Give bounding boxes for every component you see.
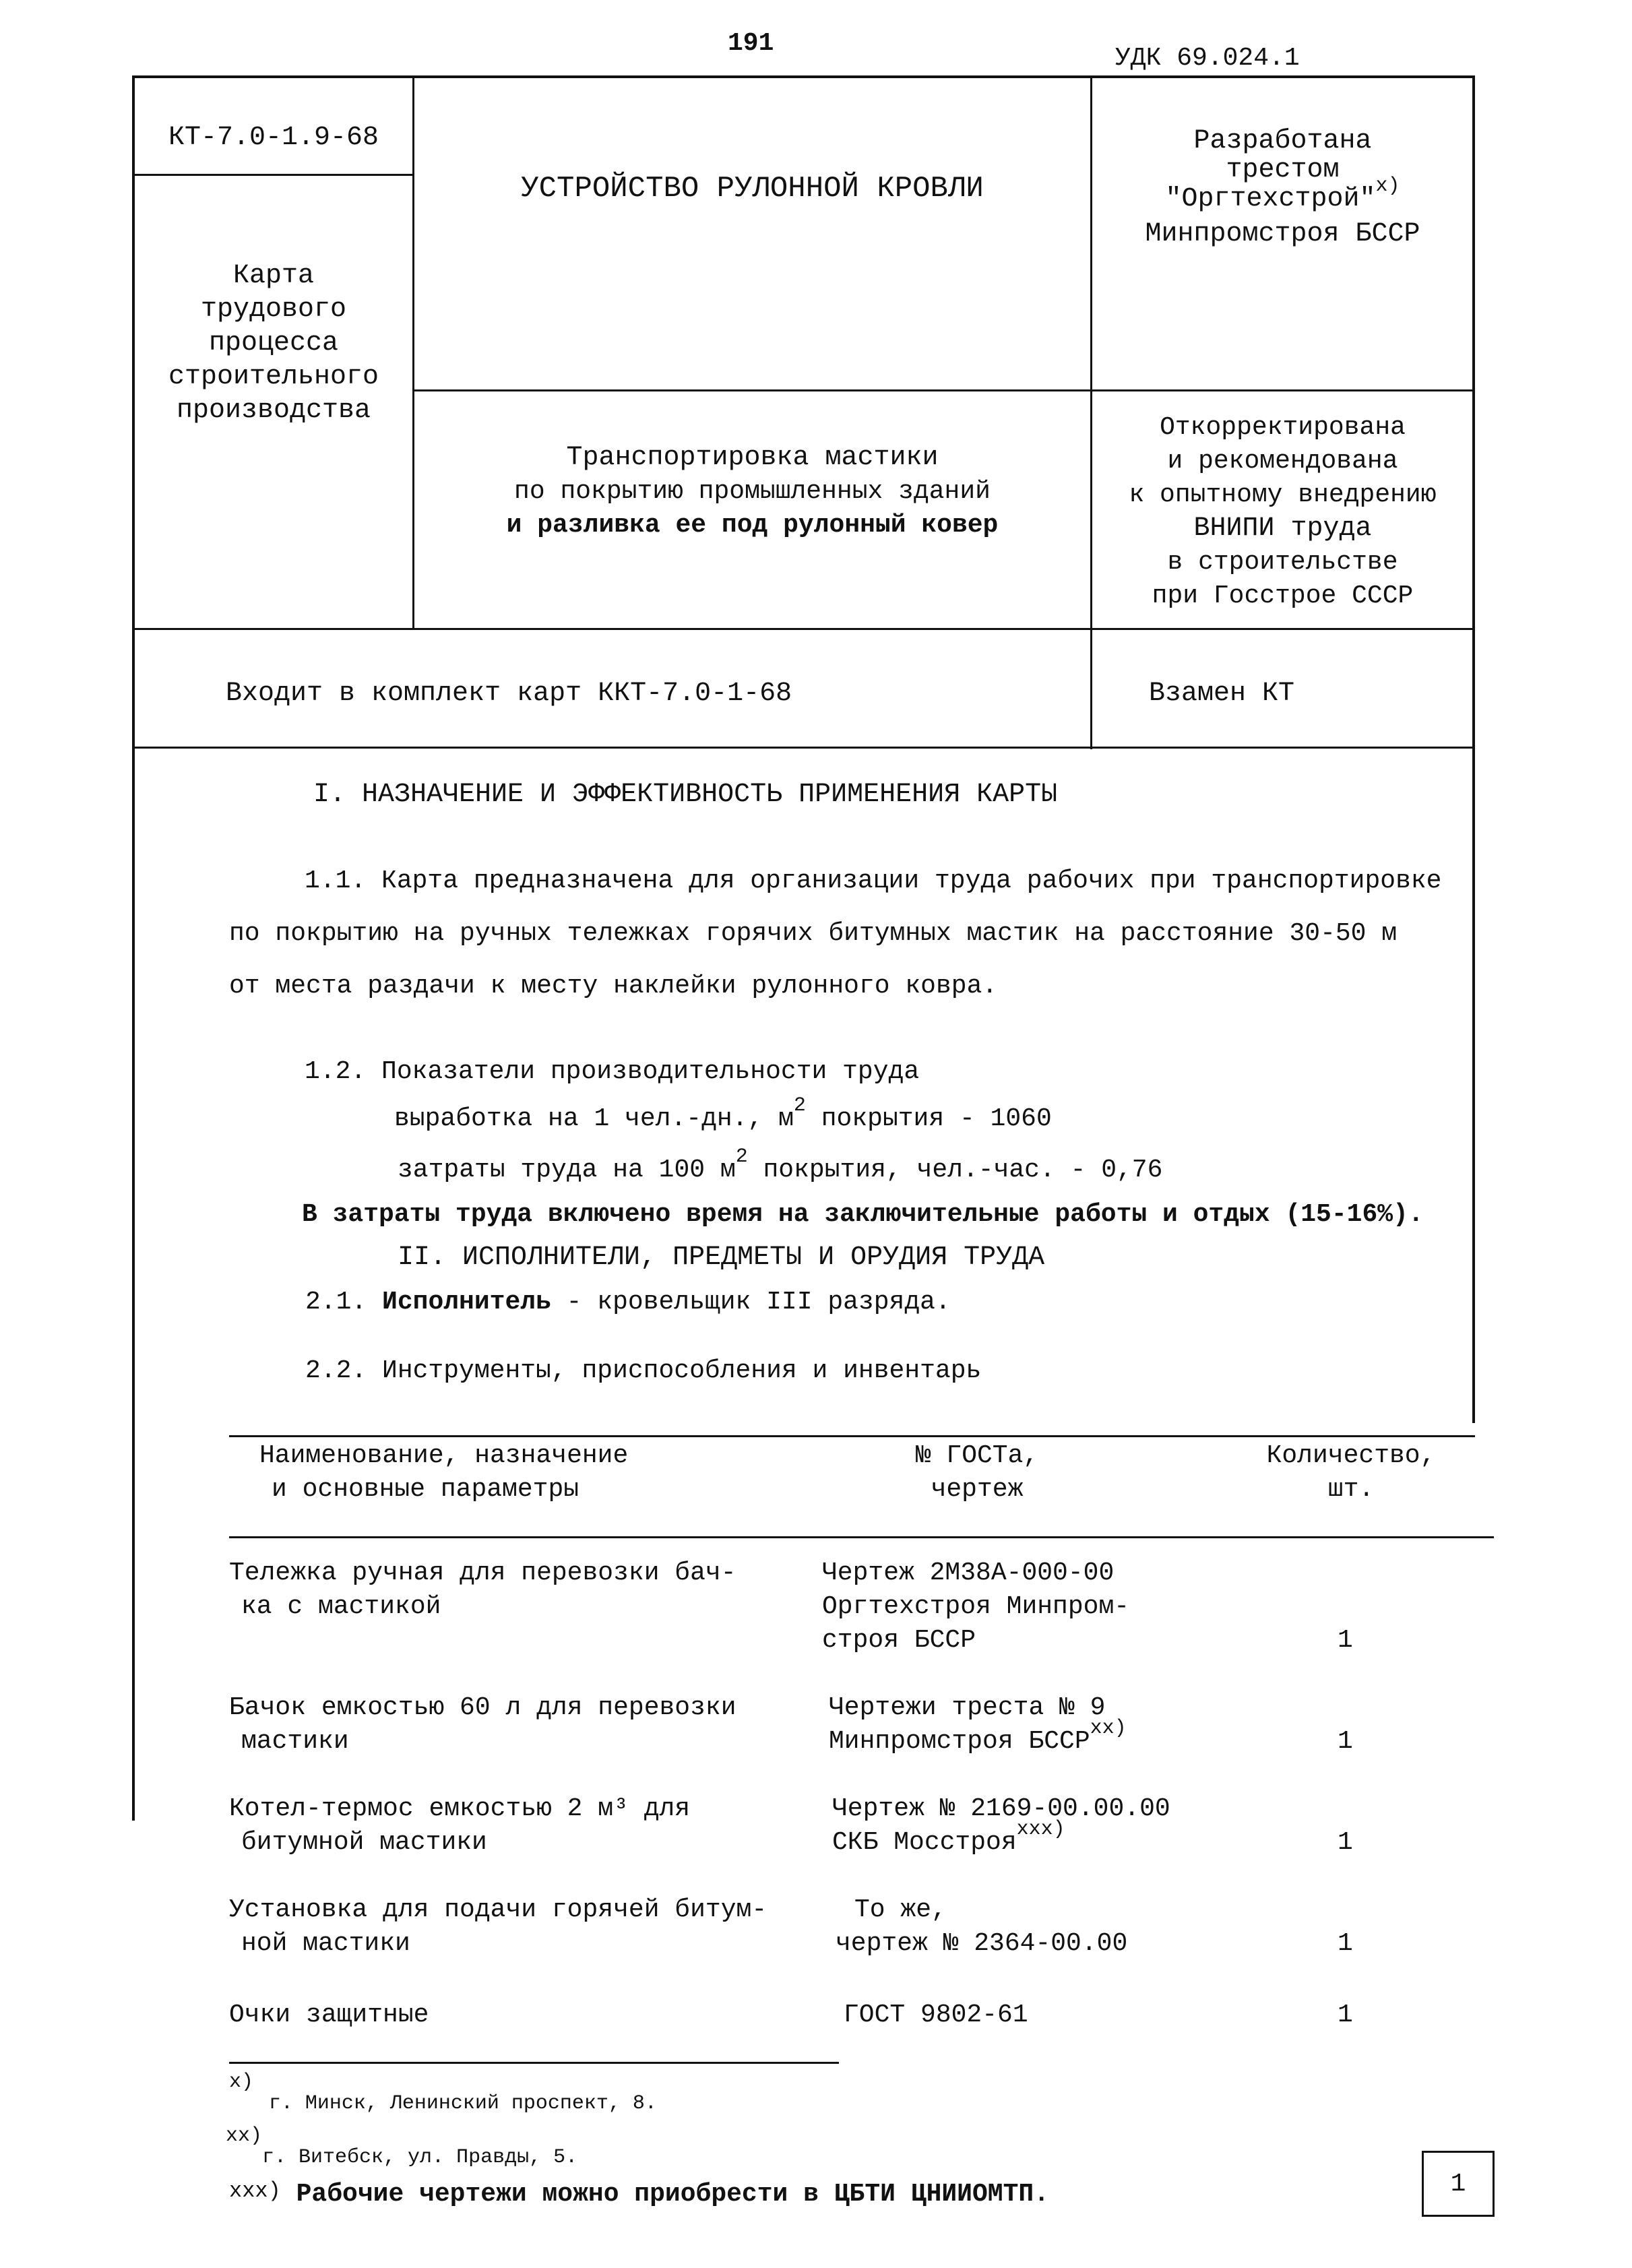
corrected-line: ВНИПИ труда <box>1193 513 1372 544</box>
corrected-line: в строительстве <box>1167 548 1398 577</box>
row-doc-line: Чертеж 2М38А-000-00 <box>822 1558 1115 1587</box>
row-doc-line: Чертеж № 2169-00.00.00 <box>832 1794 1170 1823</box>
row-name-line: ной мастики <box>241 1929 410 1958</box>
row-name <box>229 1691 736 1759</box>
row-name-line: Тележка ручная для перевозки бач- <box>229 1558 736 1587</box>
header-line: Наименование, назначение <box>259 1441 629 1470</box>
footnote-text: г. Витебск, ул. Правды, 5. <box>262 2146 578 2169</box>
footnote-separator <box>229 2062 839 2064</box>
footnote-mark: хх) <box>226 2124 263 2147</box>
card-code: КТ-7.0-1.9-68 <box>168 123 379 153</box>
row-qty: 1 <box>1338 1727 1353 1756</box>
row-qty: 1 <box>1338 1929 1353 1958</box>
footer-page-box <box>1422 2151 1495 2217</box>
table-top-line <box>229 1435 1475 1437</box>
row-name-line: Котел-термос емкостью 2 м³ для <box>229 1794 691 1823</box>
developed-line: трестом <box>1226 155 1340 185</box>
frame-divider-v1 <box>412 75 414 629</box>
row-name-line: ка с мастикой <box>241 1592 441 1621</box>
row-name-line: битумной мастики <box>241 1828 487 1857</box>
row-doc <box>829 1691 1127 1760</box>
paragraph-line: от места раздачи к месту наклейки рулонного ковра. <box>229 972 998 1001</box>
frame-top <box>132 75 1475 78</box>
output-indicator-post: покрытия - 1060 <box>805 1104 1052 1133</box>
frame-right <box>1472 75 1475 1423</box>
row-name-line: Установка для подачи горячей битум- <box>229 1895 767 1924</box>
footnote-mark: х) <box>229 2071 254 2093</box>
header-line: чертеж <box>931 1475 1024 1504</box>
header-line: шт. <box>1327 1475 1375 1504</box>
p21-pre: 2.1. <box>305 1288 383 1317</box>
output-indicator-exp: 2 <box>793 1094 806 1117</box>
card-type <box>135 259 412 428</box>
row-doc <box>836 1893 1127 1961</box>
developed-line: Минпромстроя БССР <box>1145 219 1420 249</box>
footnote-text: г. Минск, Ленинский проспект, 8. <box>268 2092 657 2115</box>
table-header-line <box>229 1536 1494 1538</box>
footnote-3 <box>229 2178 1049 2212</box>
footnote-1 <box>229 2071 657 2115</box>
footnote-mark: ххх) <box>1016 1818 1065 1841</box>
row-qty: 1 <box>1338 1626 1353 1655</box>
udk-code: УДК 69.024.1 <box>1115 44 1300 73</box>
footnote-mark: хх) <box>1090 1717 1127 1740</box>
p21-bold: Исполнитель <box>382 1288 551 1317</box>
row-name-line: Очки защитные <box>229 2001 429 2029</box>
row-doc-text: СКБ Мосстроя <box>832 1828 1017 1857</box>
frame-mid-h <box>412 389 1474 391</box>
header-line: и основные параметры <box>272 1475 579 1504</box>
paragraph-1-1 <box>229 864 1441 1003</box>
row-doc-line: строя БССР <box>822 1626 976 1655</box>
corrected-line: Откорректирована <box>1160 413 1406 442</box>
card-type-line: процесса <box>208 328 339 358</box>
table-header-doc <box>849 1439 1105 1507</box>
corrected-line: при Госстрое СССР <box>1152 581 1414 610</box>
row-doc <box>832 1792 1170 1861</box>
labor-indicator-pre: затраты труда на 100 м <box>398 1156 736 1185</box>
paragraph-line: по покрытию на ручных тележках горячих битумных мастик на расстояние 30-50 м <box>229 919 1398 948</box>
p21-post: - кровельщик III разряда. <box>551 1288 951 1317</box>
footnote-text: Рабочие чертежи можно приобрести в ЦБТИ ЦНИИОМТП. <box>296 2180 1050 2209</box>
paragraph-2-2: 2.2. Инструменты, приспособления и инвентарь <box>305 1356 982 1385</box>
row-doc-line: чертеж № 2364-00.00 <box>836 1929 1128 1958</box>
card-type-line: строительного <box>168 362 379 392</box>
output-indicator-pre: выработка на 1 чел.-дн., м <box>394 1104 794 1133</box>
subtitle-line: и разливка ее под рулонный ковер <box>506 511 999 540</box>
developed-line: Разработана <box>1193 126 1372 156</box>
labor-note: В затраты труда включено время на заключительные работы и отдых (15-16%). <box>302 1200 1424 1229</box>
row-name <box>229 1792 690 1860</box>
frame-code-bottom <box>132 174 414 176</box>
row-doc <box>822 1556 1129 1658</box>
row-doc-line <box>832 1818 1170 1861</box>
footer-page-number: 1 <box>1450 2170 1466 2199</box>
section1-heading: I. НАЗНАЧЕНИЕ И ЭФФЕКТИВНОСТЬ ПРИМЕНЕНИЯ КАРТЫ <box>313 780 1058 810</box>
frame-h-1110 <box>132 747 1475 749</box>
corrected-line: и рекомендована <box>1167 447 1398 476</box>
developed-line <box>1092 155 1473 185</box>
subtitle-line: по покрытию промышленных зданий <box>514 477 991 506</box>
developed-line: "Оргтехстрой" <box>1165 184 1376 214</box>
labor-indicator <box>398 1145 1163 1189</box>
footnote-mark: ххх) <box>229 2178 281 2203</box>
replaces-text: Взамен КТ <box>1149 679 1295 709</box>
corrected-by <box>1092 411 1473 613</box>
frame-h-934 <box>132 628 1475 630</box>
output-indicator <box>394 1094 1052 1137</box>
row-name <box>229 1556 736 1624</box>
developed-by <box>1092 125 1473 251</box>
row-doc-text: Минпромстроя БССР <box>829 1727 1090 1756</box>
table-header-name <box>259 1439 628 1507</box>
card-type-line: трудового <box>200 294 347 325</box>
card-type-line: производства <box>176 396 371 426</box>
footnote-mark: х) <box>1375 175 1400 197</box>
row-doc-line: Оргтехстроя Минпром- <box>822 1592 1130 1621</box>
row-doc-line: То же, <box>854 1895 947 1924</box>
row-name-line: Бачок емкостью 60 л для перевозки <box>229 1693 736 1722</box>
footnote-2 <box>226 2124 578 2169</box>
paragraph-2-1 <box>305 1286 951 1319</box>
row-qty: 1 <box>1338 2001 1353 2029</box>
set-text: Входит в комплект карт ККТ-7.0-1-68 <box>226 679 792 709</box>
card-subtitle <box>414 441 1090 542</box>
row-doc-line: Чертежи треста № 9 <box>829 1693 1106 1722</box>
header-line: № ГОСТа, <box>915 1441 1039 1470</box>
row-doc-line <box>829 1717 1127 1760</box>
header-line: Количество, <box>1266 1441 1436 1470</box>
labor-indicator-exp: 2 <box>735 1145 748 1168</box>
page-number: 191 <box>728 29 774 58</box>
row-qty: 1 <box>1338 1828 1353 1857</box>
card-title: УСТРОЙСТВО РУЛОННОЙ КРОВЛИ <box>521 172 984 206</box>
card-type-line: Карта <box>232 261 315 291</box>
paragraph-1-2-title: 1.2. Показатели производительности труда <box>305 1057 920 1086</box>
section2-heading: II. ИСПОЛНИТЕЛИ, ПРЕДМЕТЫ И ОРУДИЯ ТРУДА <box>398 1242 1045 1273</box>
subtitle-line: Транспортировка мастики <box>566 443 939 473</box>
developed-line <box>1092 175 1473 218</box>
row-name <box>229 1893 767 1961</box>
paragraph-line: 1.1. Карта предназначена для организации труда рабочих при транспортировке <box>305 867 1442 895</box>
labor-indicator-post: покрытия, чел.-час. - 0,76 <box>747 1156 1163 1185</box>
table-header-qty <box>1253 1439 1449 1507</box>
row-name-line: мастики <box>241 1727 349 1756</box>
row-doc-line: ГОСТ 9802-61 <box>844 2001 1028 2029</box>
corrected-line: к опытному внедрению <box>1129 480 1437 509</box>
